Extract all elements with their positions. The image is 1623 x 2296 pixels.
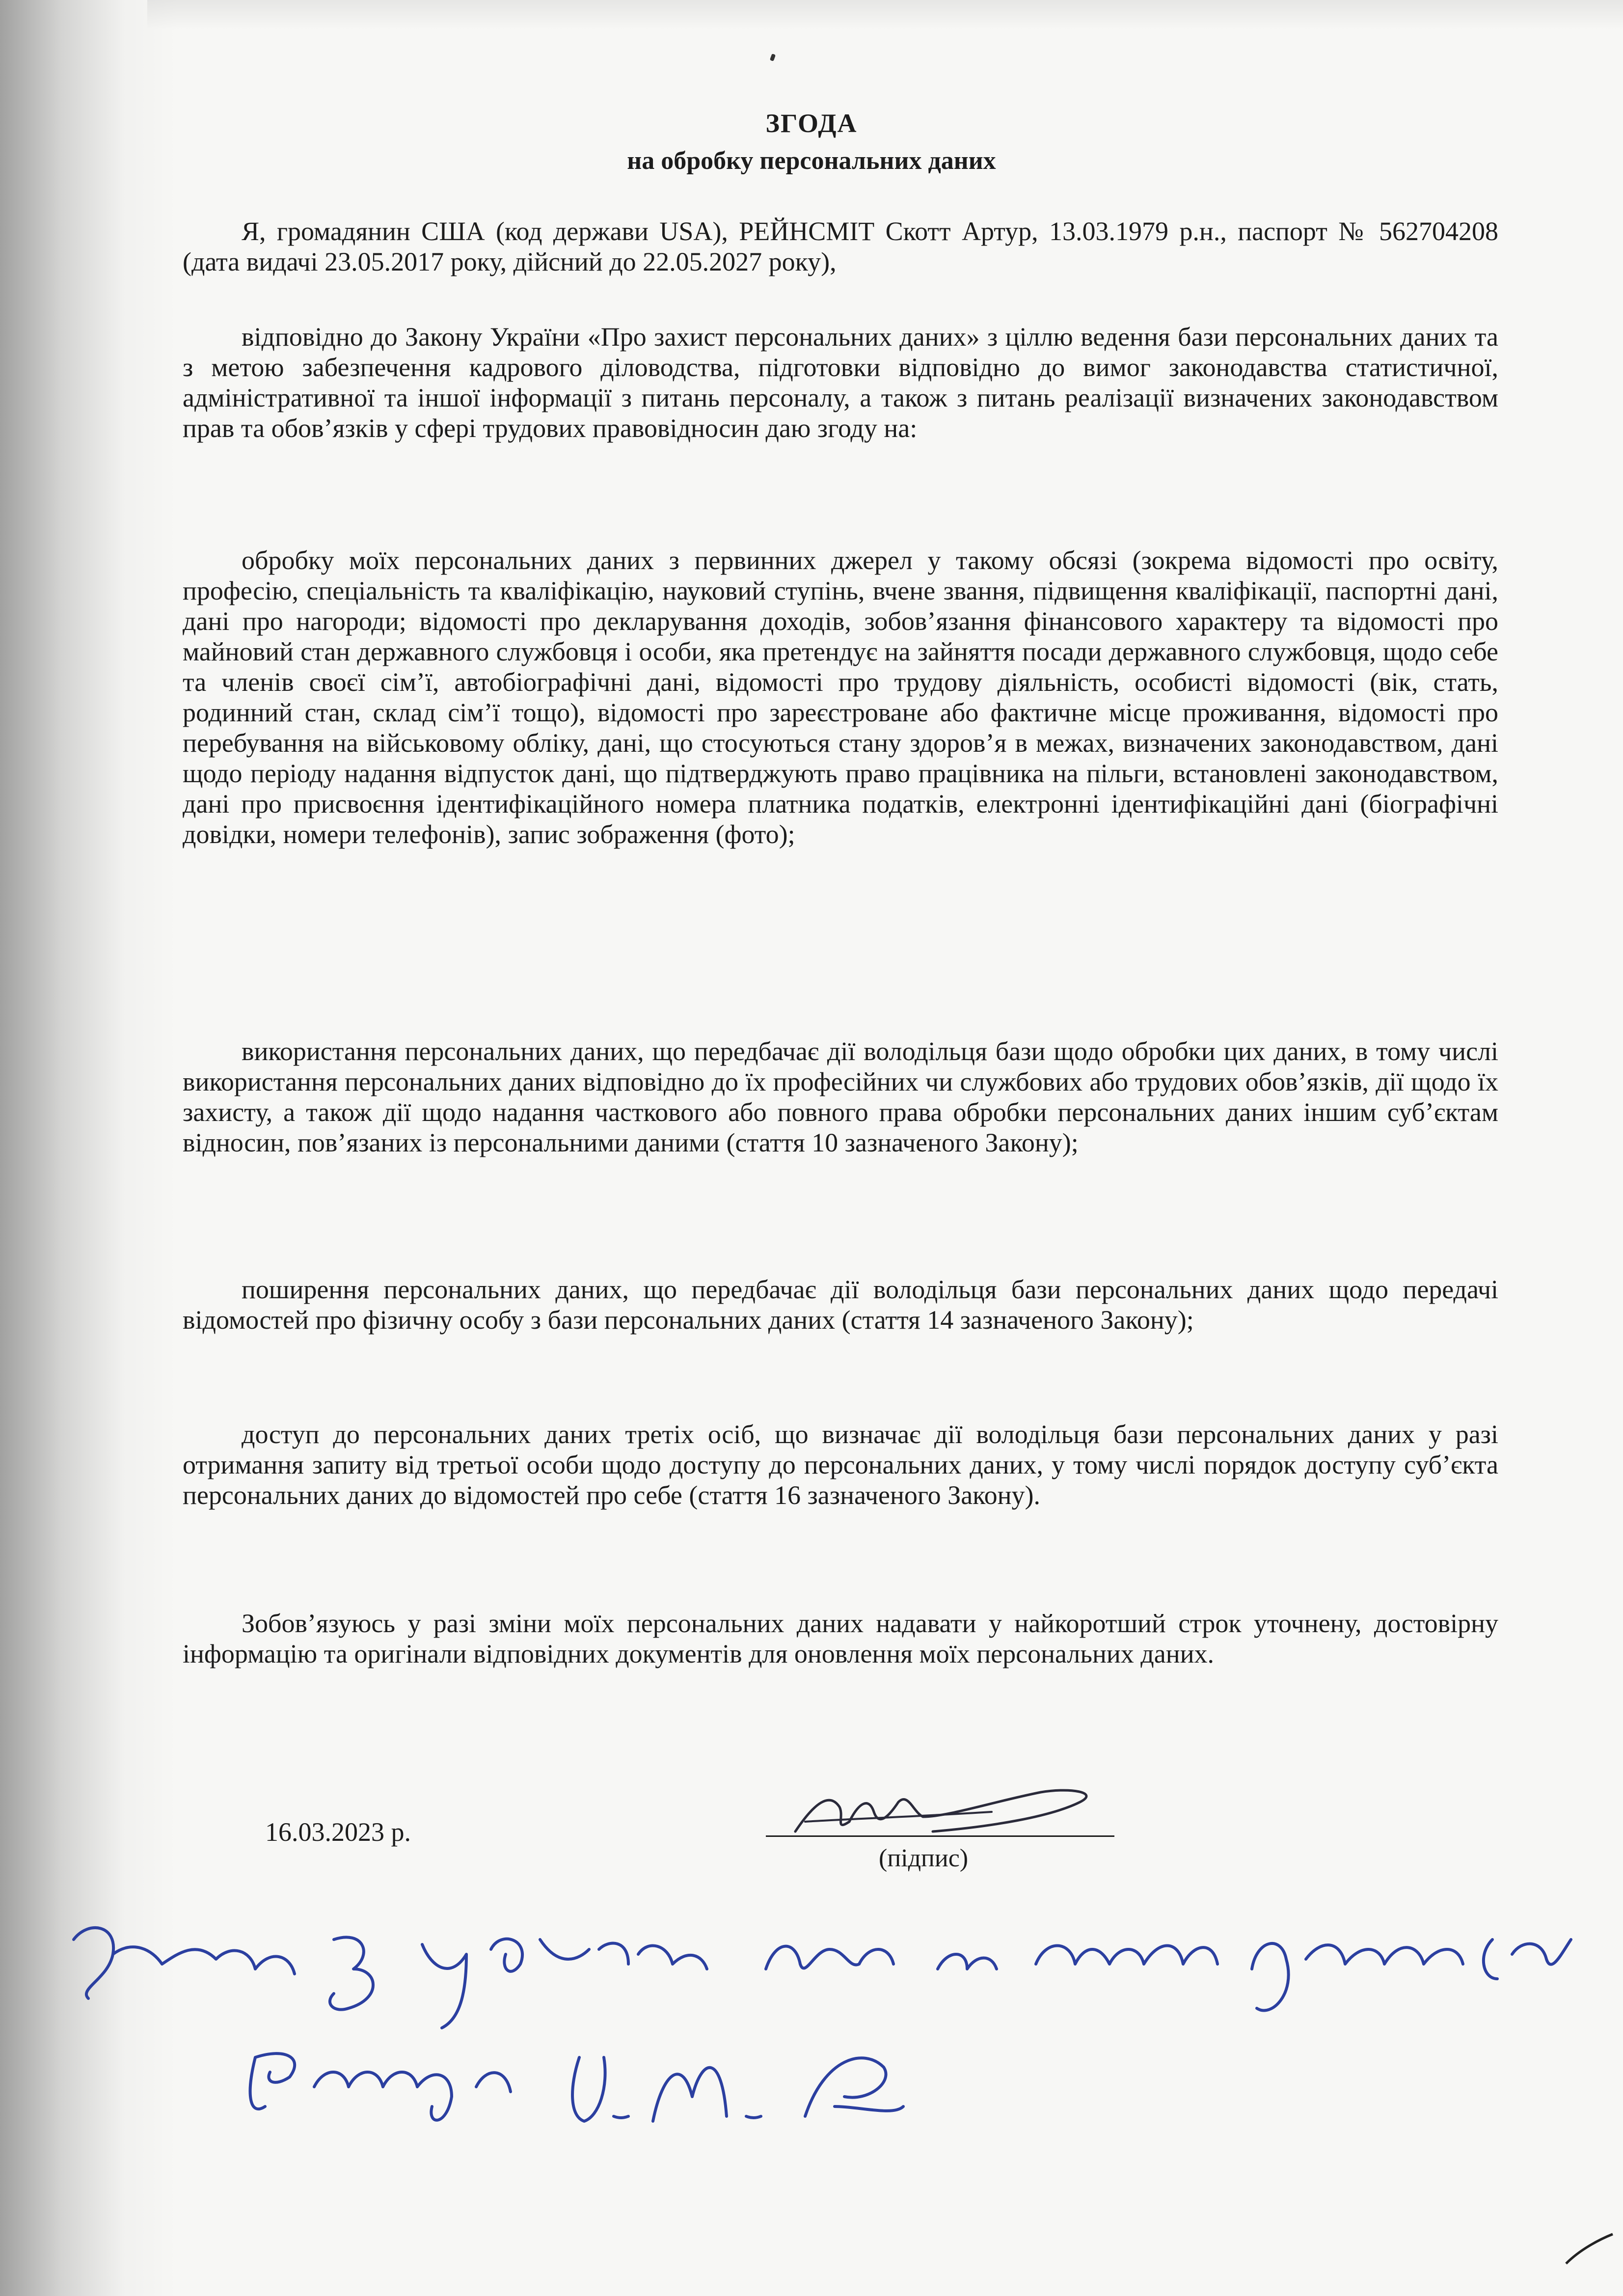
document-subtitle: на обробку персональних даних — [627, 147, 996, 175]
signature-line — [766, 1835, 1114, 1837]
paragraph-usage: використання персональних даних, що передбачає дії володільця бази щодо обробки цих даних, в тому числі використання персональних даних відповідно до їх професійних чи службових або трудових обов’язків, дії щодо їх захисту, а також дії щодо надання часткового або повного права обробки персональних даних іншим суб’єктам відносин, пов’язаних із персональними даними (стаття 10 зазначеного Закону); — [183, 1037, 1498, 1157]
paragraph-distribution: поширення персональних даних, що передбачає дії володільця бази персональних даних щодо передачі відомостей про фізичну особу з бази персональних даних (стаття 14 зазначеного Закону); — [183, 1275, 1498, 1335]
signature-date: 16.03.2023 р. — [265, 1817, 411, 1847]
scan-corner-mark — [1561, 2229, 1615, 2269]
paragraph-obligation: Зобов’язуюсь у разі зміни моїх персональних даних надавати у найкоротший строк уточнену, достовірну інформацію та оригінали відповідних документів для оновлення моїх персональних даних. — [183, 1609, 1498, 1668]
paragraph-processing: обробку моїх персональних даних з первинних джерел у такому обсязі (зокрема відомості про освіту, професію, спеціальність та кваліфікацію, науковий ступінь, вчене звання, підвищення кваліфікації, паспортні дані, дані про нагороди; відомості про декларування доходів, зобов’язання фінансового характеру та відомості про майновий стан державного службовця і особи, яка претендує на зайняття посади державного службовця, щодо себе та членів своєї сім’ї, автобіографічні дані, відомості про трудову діяльність, особисті відомості (вік, стать, родинний стан, склад сім’ї тощо), відомості про зареєстроване або фактичне місце проживання, відомості про перебування на військовому обліку, дані, що стосуються стану здоров’я в межах, визначених законодавством, дані щодо періоду надання відпусток дані, що підтверджують право працівника на пільги, встановлені законодавством, дані про присвоєння ідентифікаційного номера платника податків, електронні ідентифікаційні дані (біографічні довідки, номери телефонів), запис зображення (фото); — [183, 546, 1498, 849]
scan-speck — [770, 54, 776, 61]
handwritten-translation-note — [59, 1910, 1581, 2146]
scan-shadow-top — [147, 0, 1623, 29]
paragraph-purpose: відповідно до Закону України «Про захист персональних даних» з ціллю ведення бази персональних даних та з метою забезпечення кадрового діловодства, підготовки відповідно до вимог законодавства статистичної, адміністративної та іншої інформації з питань персоналу, а також з питань реалізації визначених законодавством прав та обов’язків у сфері трудових правовідносин даю згоду на: — [183, 322, 1498, 443]
paragraph-access: доступ до персональних даних третіх осіб, що визначає дії володільця бази персональних даних у разі отримання запиту від третьої особи щодо доступу до персональних даних, у тому числі порядок доступу суб’єкта персональних даних до відомостей про себе (стаття 16 зазначеного Закону). — [183, 1420, 1498, 1510]
document-title: ЗГОДА — [765, 109, 858, 138]
signature-caption: (підпис) — [879, 1844, 969, 1872]
paragraph-identity: Я, громадянин США (код держави USA), РЕЙНСМІТ Скотт Артур, 13.03.1979 р.н., паспорт № 562704208 (дата видачі 23.05.2017 року, дійсний до 22.05.2027 року), — [183, 217, 1498, 276]
